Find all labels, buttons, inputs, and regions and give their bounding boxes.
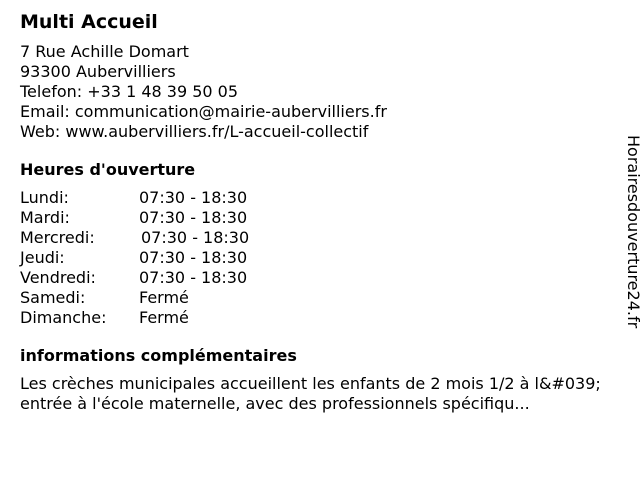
- hours-row-wednesday: [20, 228, 610, 248]
- day-label: Mardi:: [20, 208, 70, 227]
- postal-city: 93300 Aubervilliers: [20, 62, 176, 81]
- hours-row-sunday: [20, 308, 610, 328]
- day-label: Vendredi:: [20, 268, 96, 287]
- day-label: Dimanche:: [20, 308, 107, 327]
- info-description: Les crèches municipales accueillent les enfants de 2 mois 1/2 à l&#039;entrée à l'école maternelle, avec des professionnels spécifiqu...: [20, 374, 601, 413]
- hours-row-thursday: [20, 248, 610, 268]
- phone-line: Telefon: +33 1 48 39 50 05: [20, 82, 239, 101]
- day-label: Samedi:: [20, 288, 86, 307]
- hours-row-saturday: [20, 288, 610, 308]
- day-hours: 07:30 - 18:30: [139, 208, 248, 227]
- hours-heading: Heures d'ouverture: [20, 160, 196, 179]
- day-hours: Fermé: [139, 288, 189, 307]
- day-hours: 07:30 - 18:30: [139, 268, 248, 287]
- day-label: Lundi:: [20, 188, 69, 207]
- hours-row-tuesday: [20, 208, 610, 228]
- hours-row-monday: [20, 188, 610, 208]
- address-block: [20, 42, 610, 142]
- place-name: Multi Accueil: [20, 11, 158, 33]
- day-hours: 07:30 - 18:30: [139, 248, 248, 267]
- hours-row-friday: [20, 268, 610, 288]
- day-hours: Fermé: [139, 308, 189, 327]
- day-label: Jeudi:: [20, 248, 65, 267]
- day-hours: 07:30 - 18:30: [139, 188, 248, 207]
- email-line: Email: communication@mairie-aubervilliers.fr: [20, 102, 387, 121]
- site-brand-watermark: Horairesdouverture24.fr: [624, 135, 643, 329]
- hours-table: [20, 188, 610, 328]
- info-heading: informations complémentaires: [20, 346, 297, 365]
- day-label: Mercredi:: [20, 228, 95, 247]
- website-line: Web: www.aubervilliers.fr/L-accueil-collectif: [20, 122, 369, 141]
- day-hours: 07:30 - 18:30: [141, 228, 250, 247]
- place-card: [20, 10, 610, 414]
- street-address: 7 Rue Achille Domart: [20, 42, 189, 61]
